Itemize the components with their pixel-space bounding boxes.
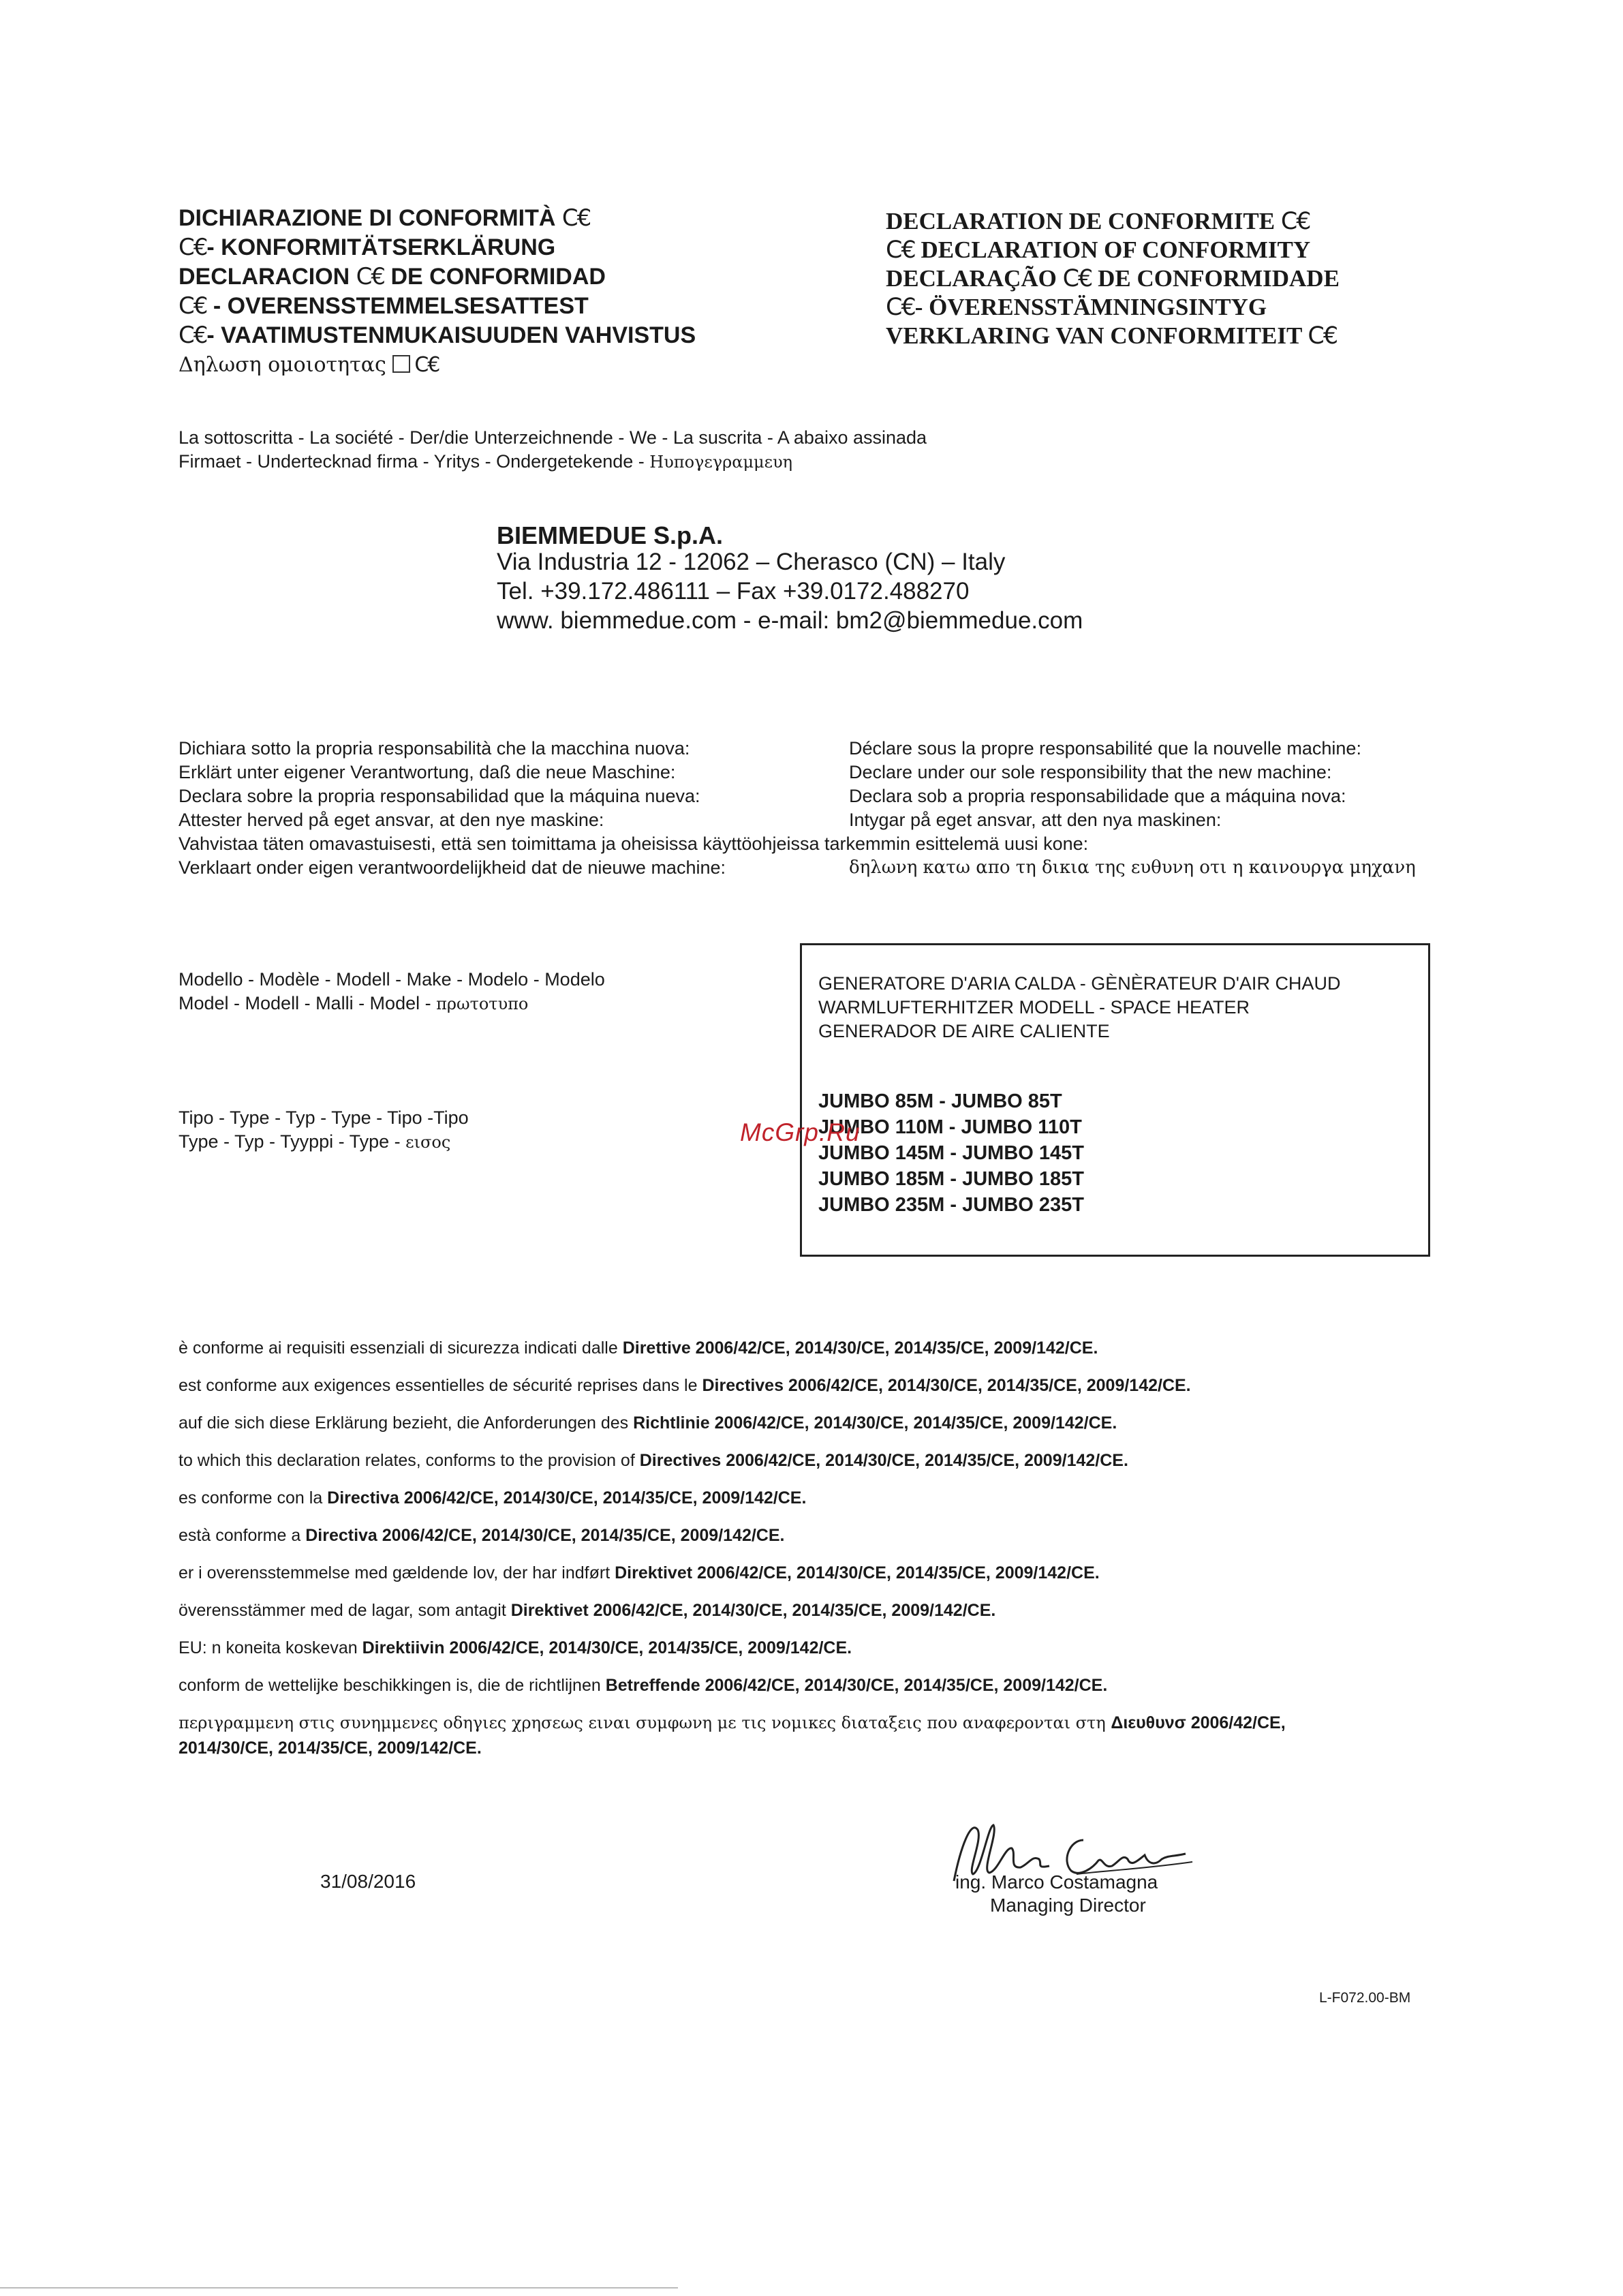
undersigned-line-1: La sottoscritta - La société - Der/die Unterzeichnende - We - La suscrita - A abaixo assinada <box>179 427 927 448</box>
document-code: L-F072.00-BM <box>1319 1990 1411 2006</box>
declare-left-2: Erklärt unter eigener Verantwortung, daß die neue Maschine: <box>179 762 676 782</box>
product-desc-3: GENERADOR DE AIRE CALIENTE <box>818 1021 1110 1041</box>
model-item: JUMBO 85M - JUMBO 85T <box>818 1090 1062 1112</box>
declare-finnish: Vahvistaa täten omavastuisesti, että sen toimittama ja oheisissa käyttöohjeissa tarkemmin esittelemä uusi kone: <box>179 833 1089 854</box>
company-phone: Tel. +39.172.486111 – Fax +39.0172.488270 <box>497 578 970 604</box>
signer-title: Managing Director <box>990 1895 1146 1916</box>
product-desc-1: GENERATORE D'ARIA CALDA - GÈNÈRATEUR D'AIR CHAUD <box>818 973 1341 994</box>
type-label-2: Type - Typ - Tyyppi - Type - εισος <box>179 1131 451 1152</box>
declare-right-4: Intygar på eget ansvar, att den nya maskinen: <box>849 810 1222 830</box>
conformity-line: conform de wettelijke beschikkingen is, die de richtlijnen Betreffende 2006/42/CE, 2014/30/CE, 2014/35/CE, 2009/142/CE. <box>179 1676 1108 1695</box>
conformity-line: överensstämmer med de lagar, som antagit Direktivet 2006/42/CE, 2014/30/CE, 2014/35/CE, 2009/142/CE. <box>179 1601 996 1620</box>
type-label-1: Tipo - Type - Typ - Type - Tipo -Tipo <box>179 1107 469 1128</box>
conformity-line: EU: n koneita koskevan Direktiivin 2006/42/CE, 2014/30/CE, 2014/35/CE, 2009/142/CE. <box>179 1638 852 1657</box>
declare-left-3: Declara sobre la propria responsabilidad que la máquina nueva: <box>179 786 700 806</box>
conformity-line: to which this declaration relates, conforms to the provision of Directives 2006/42/CE, 2014/30/CE, 2014/35/CE, 2009/142/CE. <box>179 1451 1128 1470</box>
heading-left-3: DECLARACION C€ DE CONFORMIDAD <box>179 263 606 290</box>
declare-dutch: Verklaart onder eigen verantwoordelijkheid dat de nieuwe machine: <box>179 857 726 878</box>
declare-right-2: Declare under our sole responsibility that the new machine: <box>849 762 1332 782</box>
heading-left-1: DICHIARAZIONE DI CONFORMITÀ C€ <box>179 204 591 232</box>
heading-left-2: C€- KONFORMITÄTSERKLÄRUNG <box>179 234 556 261</box>
model-label-2: Model - Modell - Malli - Model - πρωτοτυπο <box>179 993 529 1013</box>
model-item: JUMBO 185M - JUMBO 185T <box>818 1168 1084 1190</box>
undersigned-line-2: Firmaet - Undertecknad firma - Yritys - Ondergetekende - Ηυπογεγραμμευη <box>179 451 793 472</box>
product-desc-2: WARMLUFTERHITZER MODELL - SPACE HEATER <box>818 997 1250 1017</box>
conformity-line-greek-2: 2014/30/CE, 2014/35/CE, 2009/142/CE. <box>179 1739 482 1758</box>
declare-left-4: Attester herved på eget ansvar, at den nye maskine: <box>179 810 604 830</box>
heading-right-2: C€ DECLARATION OF CONFORMITY <box>886 236 1311 264</box>
conformity-line-greek: περιγραμμενη στις συνημμενες οδηγιες χρησεως ειναι συμφωνη με τις νομικες διαταξεις που αναφερονται στη Διευθυνσ 2006/42/CE, <box>179 1713 1286 1732</box>
heading-right-5: VERKLARING VAN CONFORMITEIT C€ <box>886 322 1338 350</box>
conformity-line: està conforme a Directiva 2006/42/CE, 2014/30/CE, 2014/35/CE, 2009/142/CE. <box>179 1526 785 1545</box>
model-item: JUMBO 110M - JUMBO 110T <box>818 1116 1082 1138</box>
signer-name: ing. Marco Costamagna <box>955 1871 1158 1893</box>
declare-left-1: Dichiara sotto la propria responsabilità che la macchina nuova: <box>179 738 690 759</box>
conformity-line: è conforme ai requisiti essenziali di sicurezza indicati dalle Direttive 2006/42/CE, 2014/30/CE, 2014/35/CE, 2009/142/CE. <box>179 1338 1098 1358</box>
heading-greek: Δηλωση ομοιοτητας C€ <box>179 353 439 377</box>
conformity-line: er i overensstemmelse med gældende lov, der har indført Direktivet 2006/42/CE, 2014/30/CE, 2014/35/CE, 2009/142/CE. <box>179 1563 1100 1582</box>
company-name: BIEMMEDUE S.p.A. <box>497 521 724 549</box>
heading-left-5: C€- VAATIMUSTENMUKAISUUDEN VAHVISTUS <box>179 322 696 349</box>
heading-right-1: DECLARATION DE CONFORMITE C€ <box>886 208 1310 235</box>
declare-right-3: Declara sob a propria responsabilidade que a máquina nova: <box>849 786 1346 806</box>
model-label-1: Modello - Modèle - Modell - Make - Modelo - Modelo <box>179 969 605 990</box>
conformity-line: es conforme con la Directiva 2006/42/CE, 2014/30/CE, 2014/35/CE, 2009/142/CE. <box>179 1488 807 1507</box>
square-icon <box>392 355 410 373</box>
company-web: www. biemmedue.com - e-mail: bm2@biemmedue.com <box>497 607 1083 634</box>
heading-right-3: DECLARAÇÃO C€ DE CONFORMIDADE <box>886 265 1340 292</box>
bottom-rule <box>0 2287 678 2289</box>
declare-greek: δηλωνη κατω απο τη δικια της ευθυνη οτι η καινουργα μηχανη <box>849 857 1416 878</box>
watermark: McGrp.Ru <box>740 1118 861 1146</box>
conformity-line: auf die sich diese Erklärung bezieht, die Anforderungen des Richtlinie 2006/42/CE, 2014/30/CE, 2014/35/CE, 2009/142/CE. <box>179 1413 1117 1433</box>
declare-right-1: Déclare sous la propre responsabilité que la nouvelle machine: <box>849 738 1361 759</box>
declaration-date: 31/08/2016 <box>320 1871 416 1892</box>
company-address: Via Industria 12 - 12062 – Cherasco (CN) – Italy <box>497 549 1006 575</box>
heading-left-4: C€ - OVERENSSTEMMELSESATTEST <box>179 292 589 320</box>
model-item: JUMBO 235M - JUMBO 235T <box>818 1194 1084 1216</box>
heading-right-4: C€- ÖVERENSSTÄMNINGSINTYG <box>886 294 1267 321</box>
model-item: JUMBO 145M - JUMBO 145T <box>818 1142 1084 1164</box>
conformity-line: est conforme aux exigences essentielles de sécurité reprises dans le Directives 2006/42/CE, 2014/30/CE, 2014/35/CE, 2009/142/CE. <box>179 1376 1191 1395</box>
